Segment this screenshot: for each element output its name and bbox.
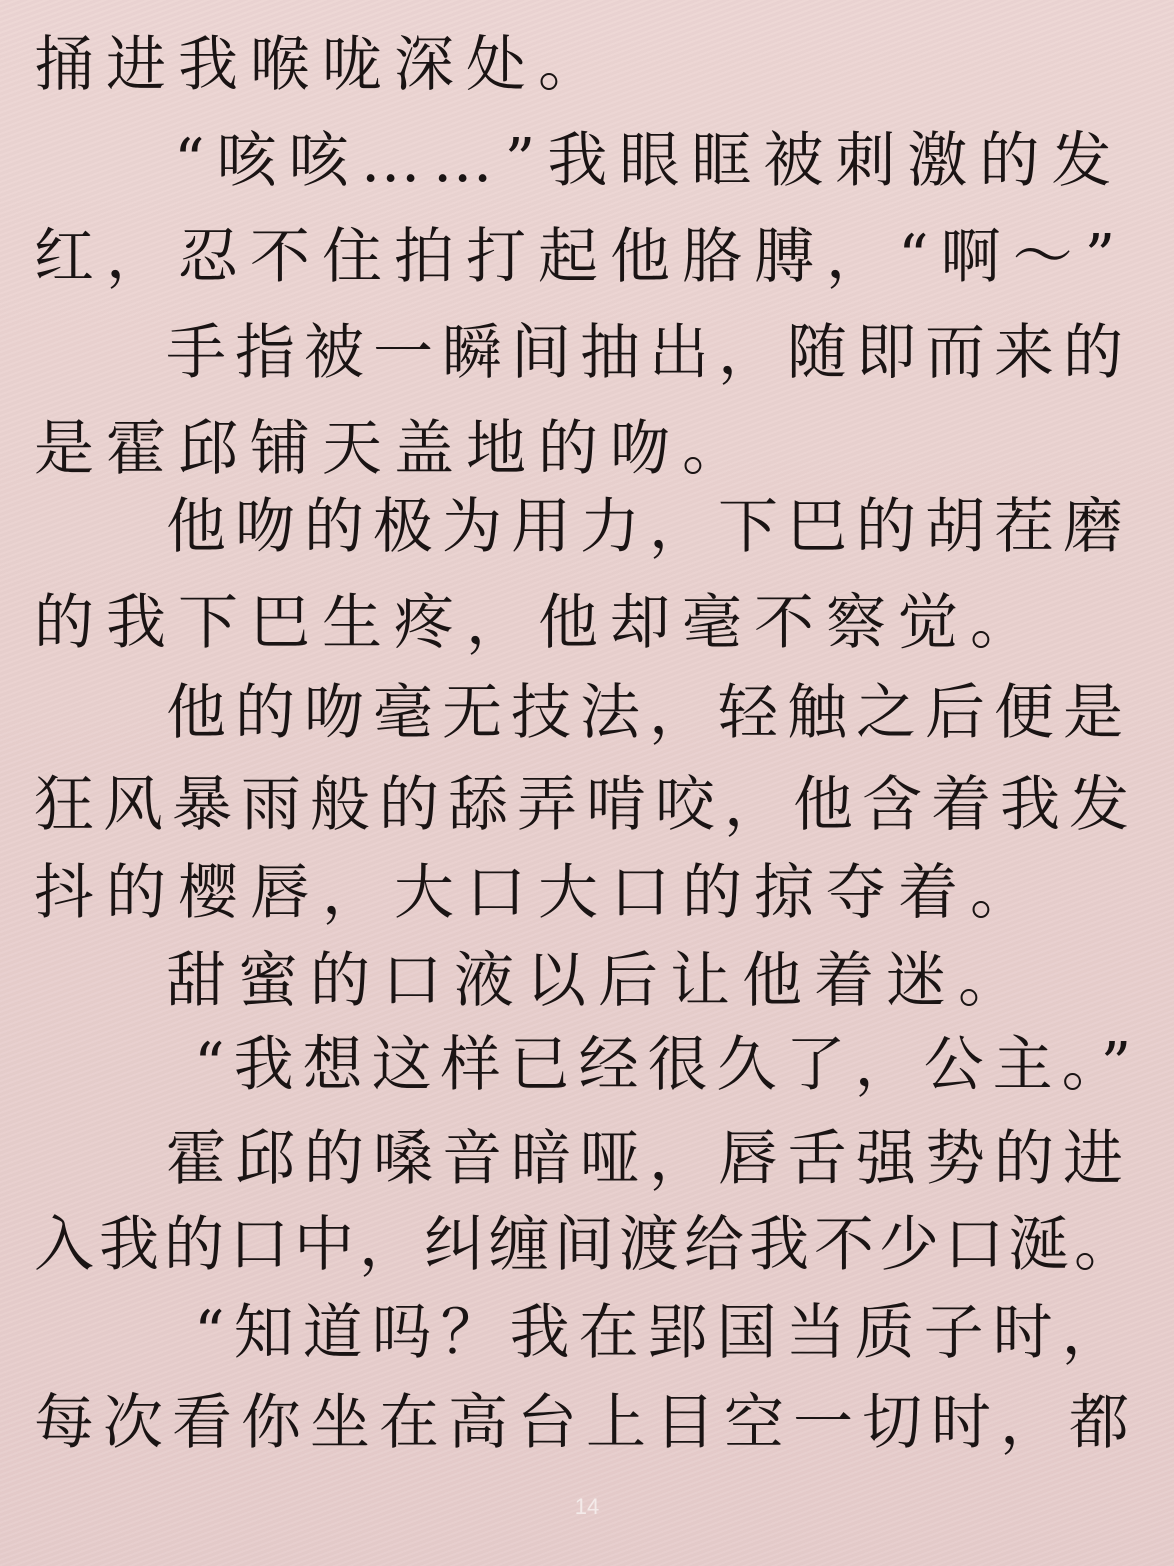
text-line: “我想这样已经很久了，公主。” xyxy=(194,1030,1141,1100)
text-line: 霍邱的嗓音暗哑，唇舌强势的进 xyxy=(166,1124,1132,1194)
text-line: 狂风暴雨般的舔弄啃咬，他含着我发 xyxy=(34,770,1138,840)
text-line: 入我的口中，纠缠间渡给我不少口涎。 xyxy=(34,1210,1139,1280)
text-line: 抖的樱唇，大口大口的掠夺着。 xyxy=(34,858,1042,928)
text-line: 他的吻毫无技法，轻触之后便是 xyxy=(166,678,1132,748)
text-line: 甜蜜的口液以后让他着迷。 xyxy=(166,946,1030,1016)
page-number: 14 xyxy=(574,1494,600,1519)
text-line: 红，忍不住拍打起他胳膊，“啊～” xyxy=(34,222,1128,292)
text-line: 的我下巴生疼，他却毫不察觉。 xyxy=(34,588,1042,658)
text-line: 捅进我喉咙深处。 xyxy=(34,30,610,100)
text-line: 手指被一瞬间抽出，随即而来的 xyxy=(166,318,1132,388)
text-line: “知道吗？我在郢国当质子时， xyxy=(194,1298,1131,1368)
text-line: “咳咳……”我眼眶被刺激的发 xyxy=(174,126,1124,196)
text-line: 每次看你坐在高台上目空一切时，都 xyxy=(34,1388,1138,1458)
text-line: 他吻的极为用力，下巴的胡茬磨 xyxy=(166,492,1132,562)
text-line: 是霍邱铺天盖地的吻。 xyxy=(34,414,754,484)
